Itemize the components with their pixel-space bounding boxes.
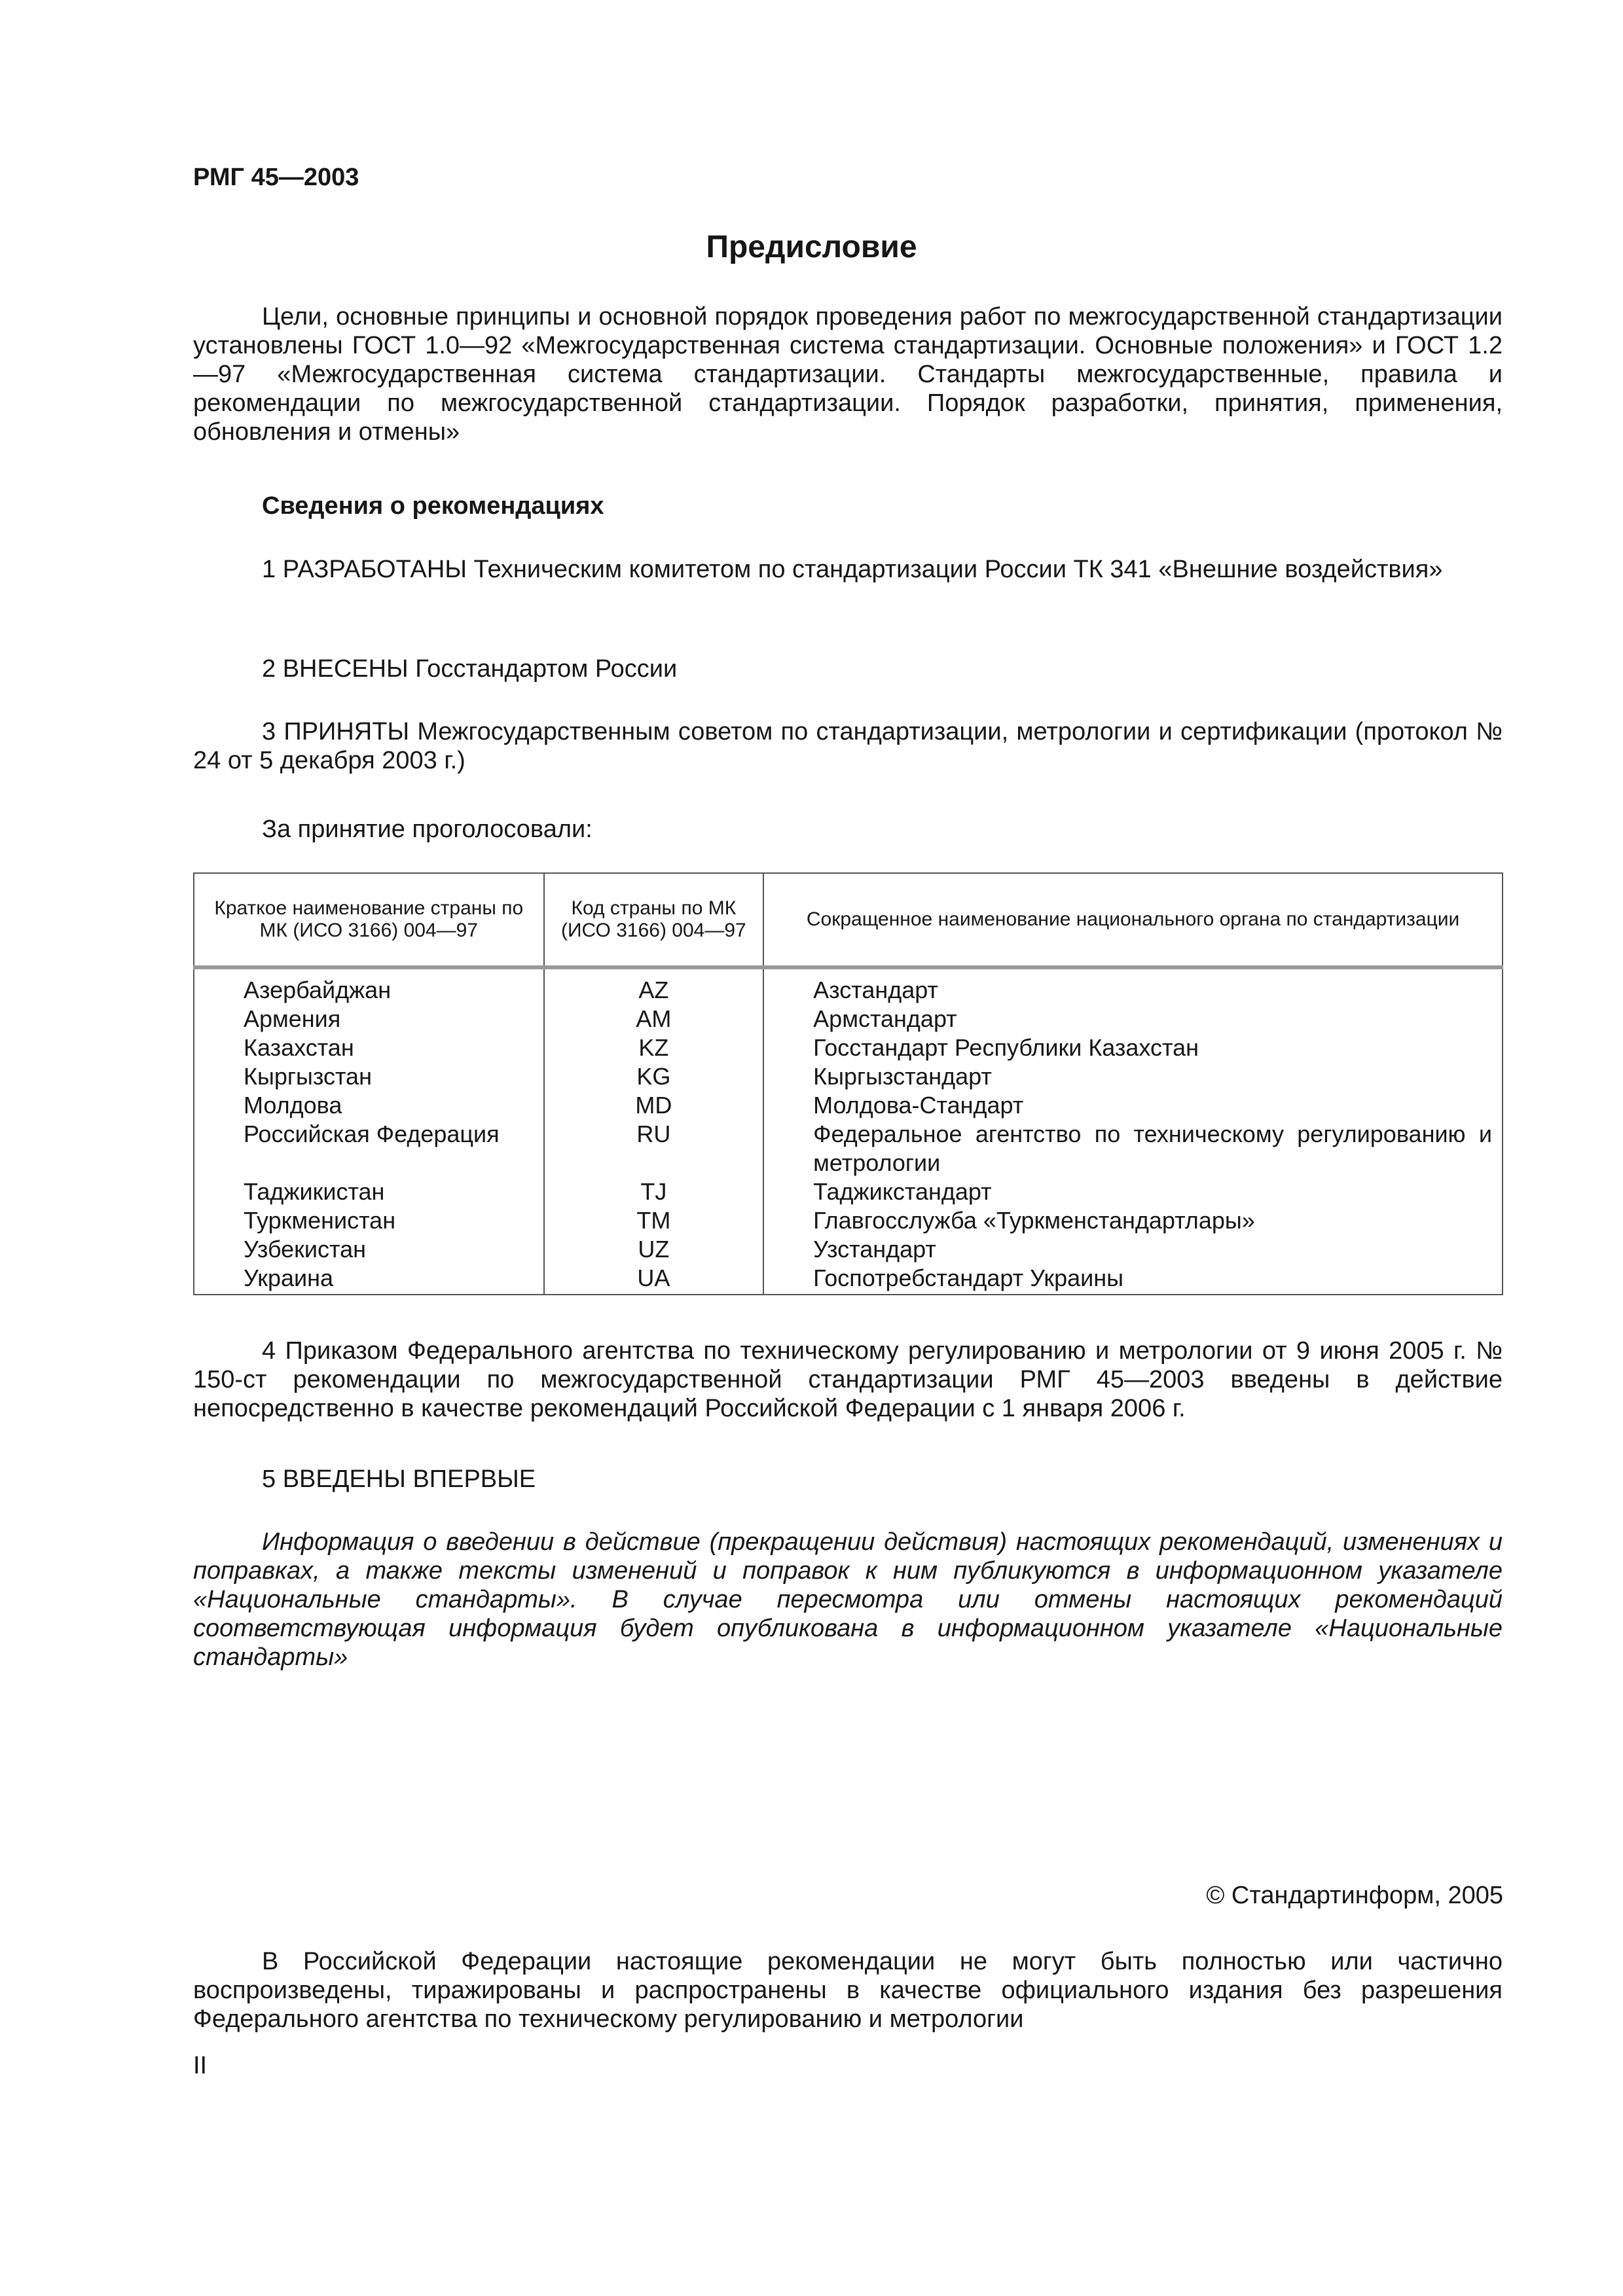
- cell-body: Азстандарт: [763, 967, 1503, 1005]
- header-country-code: Код страны по МК (ИСО 3166) 004—97: [544, 873, 764, 967]
- cell-code: TJ: [544, 1177, 764, 1206]
- page-number: II: [193, 2052, 208, 2079]
- cell-code: KG: [544, 1062, 764, 1091]
- cell-code: TM: [544, 1206, 764, 1235]
- table-row: [194, 967, 1503, 1005]
- table-row: [194, 1033, 1503, 1062]
- cell-code: RU: [544, 1120, 764, 1177]
- item-5-first-introduced: 5 ВВЕДЕНЫ ВПЕРВЫЕ: [262, 1465, 536, 1493]
- cell-code: UA: [544, 1264, 764, 1295]
- page-title: Предисловие: [706, 230, 917, 264]
- cell-code: UZ: [544, 1235, 764, 1264]
- item-2-submitted: 2 ВНЕСЕНЫ Госстандартом России: [262, 655, 678, 683]
- cell-country: Украина: [194, 1264, 544, 1295]
- cell-country: Молдова: [194, 1091, 544, 1120]
- cell-body: Госстандарт Республики Казахстан: [763, 1033, 1503, 1062]
- cell-body: Госпотребстандарт Украины: [763, 1264, 1503, 1295]
- cell-code: MD: [544, 1091, 764, 1120]
- voting-countries-table: [193, 872, 1503, 1295]
- cell-body: Таджикстандарт: [763, 1177, 1503, 1206]
- table-row: [194, 1005, 1503, 1033]
- item-1-developed: 1 РАЗРАБОТАНЫ Техническим комитетом по стандартизации России ТК 341 «Внешние воздействия»: [262, 556, 1443, 583]
- document-code: РМГ 45—2003: [193, 164, 359, 191]
- table-row: [194, 1120, 1503, 1177]
- cell-body: Главгосслужба «Туркменстандартлары»: [763, 1206, 1503, 1235]
- cell-country: Таджикистан: [194, 1177, 544, 1206]
- cell-country: Туркменистан: [194, 1206, 544, 1235]
- cell-country: Российская Федерация: [194, 1120, 544, 1177]
- table-header-row: [194, 873, 1503, 967]
- table-row: [194, 1206, 1503, 1235]
- item-4-order: 4 Приказом Федерального агентства по техническому регулированию и метрологии от 9 июня 2005 г. № 150-ст рекомендации по межгосударственной стандартизации РМГ 45—2003 введены в действие непосредственно в качестве рекомендаций Российской Федерации с 1 января 2006 г.: [193, 1337, 1503, 1422]
- cell-body: Молдова-Стандарт: [763, 1091, 1503, 1120]
- vote-intro: За принятие проголосовали:: [262, 816, 593, 843]
- cell-code: AM: [544, 1005, 764, 1033]
- cell-country: Армения: [194, 1005, 544, 1033]
- table-row: [194, 1235, 1503, 1264]
- intro-paragraph: Цели, основные принципы и основной порядок проведения работ по межгосударственной стандартизации установлены ГОСТ 1.0—92 «Межгосударственная система стандартизации. Основные положения» и ГОСТ 1.2—97 «Межгосударственная система стандартизации. Стандарты межгосударственные, правила и рекомендации по межгосударственной стандартизации. Порядок разработки, принятия, применения, обновления и отмены»: [193, 303, 1503, 446]
- cell-country: Азербайджан: [194, 967, 544, 1005]
- reproduction-notice: В Российской Федерации настоящие рекомендации не могут быть полностью или частично воспроизведены, тиражированы и распространены в качестве официального издания без разрешения Федерального агентства по техническому регулированию и метрологии: [193, 1948, 1503, 2033]
- cell-country: Кыргызстан: [194, 1062, 544, 1091]
- copyright-notice: © Стандартинформ, 2005: [1206, 1882, 1503, 1909]
- cell-code: KZ: [544, 1033, 764, 1062]
- table-row: [194, 1091, 1503, 1120]
- cell-body: Армстандарт: [763, 1005, 1503, 1033]
- table-row: [194, 1264, 1503, 1295]
- item-3-adopted: 3 ПРИНЯТЫ Межгосударственным советом по стандартизации, метрологии и сертификации (протокол № 24 от 5 декабря 2003 г.): [193, 718, 1503, 774]
- cell-body: Узстандарт: [763, 1235, 1503, 1264]
- table-row: [194, 1177, 1503, 1206]
- header-standards-body: Сокращенное наименование национального органа по стандартизации: [763, 873, 1503, 967]
- table-row: [194, 1062, 1503, 1091]
- cell-body: Федеральное агентство по техническому регулированию и метрологии: [763, 1120, 1503, 1177]
- cell-country: Узбекистан: [194, 1235, 544, 1264]
- info-notice: Информация о введении в действие (прекращении действия) настоящих рекомендаций, изменениях и поправках, а также тексты изменений и поправок к ним публикуются в информационном указателе «Национальные стандарты». В случае пересмотра или отмены настоящих рекомендаций соответствующая информация будет опубликована в информационном указателе «Национальные стандарты»: [193, 1528, 1503, 1671]
- cell-country: Казахстан: [194, 1033, 544, 1062]
- cell-body: Кыргызстандарт: [763, 1062, 1503, 1091]
- cell-code: AZ: [544, 967, 764, 1005]
- section-heading: Сведения о рекомендациях: [262, 492, 604, 520]
- header-country-name: Краткое наименование страны по МК (ИСО 3166) 004—97: [194, 873, 544, 967]
